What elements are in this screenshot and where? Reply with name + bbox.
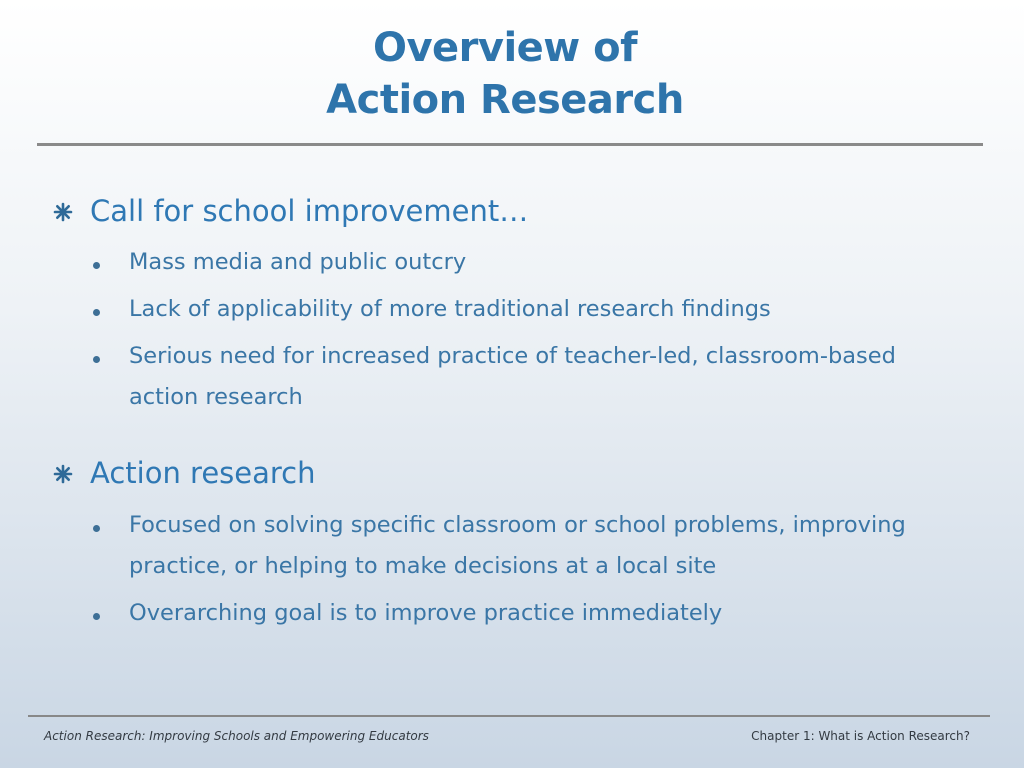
bullet-dot-icon — [93, 356, 100, 363]
list-item: Serious need for increased practice of teacher-led, classroom-based action research — [129, 343, 896, 410]
list-item: Overarching goal is to improve practice immediately — [129, 600, 723, 626]
section-heading: Action research — [90, 456, 316, 490]
footer-divider — [28, 715, 990, 717]
slide-title-line-2: Action Research — [326, 77, 684, 123]
bullet-dot-icon — [93, 613, 100, 620]
list-item: Lack of applicability of more traditional research findings — [129, 296, 771, 322]
starburst-bullet-icon — [52, 201, 74, 223]
section-heading: Call for school improvement… — [90, 194, 529, 228]
footer-chapter: Chapter 1: What is Action Research? — [751, 729, 970, 743]
list-item: Mass media and public outcry — [129, 249, 467, 275]
slide-title-line-1: Overview of — [372, 25, 638, 71]
bullet-dot-icon — [93, 525, 100, 532]
list-item: Focused on solving specific classroom or school problems, improving practice, or helping to make decisions at a local site — [129, 512, 906, 579]
bullet-dot-icon — [93, 262, 100, 269]
bullet-dot-icon — [93, 309, 100, 316]
starburst-bullet-icon — [52, 463, 74, 485]
footer-book-title: Action Research: Improving Schools and Empowering Educators — [44, 729, 429, 743]
